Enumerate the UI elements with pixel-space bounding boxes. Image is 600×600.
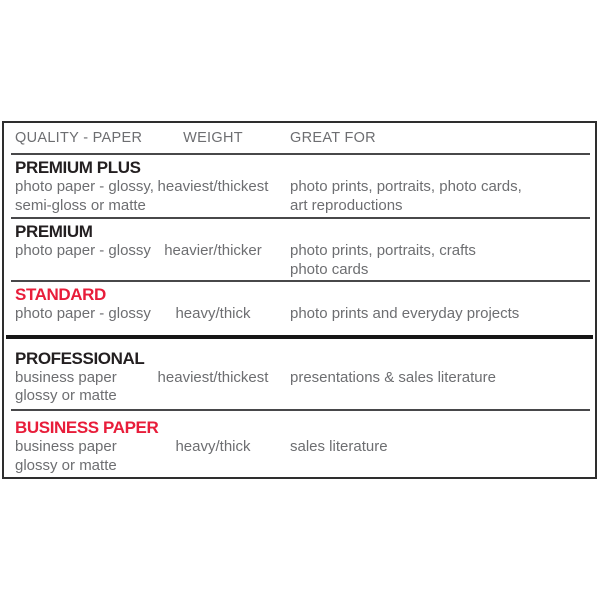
quality-cell xyxy=(15,418,159,476)
quality-title: PROFESSIONAL xyxy=(15,348,145,368)
great-for-line: sales literature xyxy=(290,438,388,455)
table-header-row xyxy=(4,123,595,153)
quality-cell xyxy=(15,284,151,335)
quality-cell xyxy=(15,158,154,217)
great-for-line: photo cards xyxy=(290,260,369,278)
weight-value: heaviest/thickest xyxy=(157,368,269,386)
weight-cell xyxy=(148,418,278,476)
weight-value: heavier/thicker xyxy=(164,242,262,259)
table-row-business-paper xyxy=(4,411,595,476)
header-great-for: GREAT FOR xyxy=(290,130,376,146)
table-row-standard xyxy=(4,282,595,335)
paper-description-line: business paper xyxy=(15,438,117,455)
paper-description-line: photo paper - glossy xyxy=(15,304,151,322)
weight-cell xyxy=(148,285,278,335)
table-row-professional xyxy=(4,339,595,410)
paper-description-line: glossy or matte xyxy=(15,456,117,474)
great-for-cell xyxy=(278,285,589,335)
great-for-cell xyxy=(278,418,589,476)
great-for-cell xyxy=(278,349,589,410)
header-weight: WEIGHT xyxy=(183,130,243,146)
quality-title: PREMIUM xyxy=(15,222,93,241)
paper-description-line: photo paper - glossy xyxy=(15,242,151,259)
weight-value: heavy/thick xyxy=(175,304,251,322)
great-for-cell xyxy=(278,222,589,280)
paper-description-line: glossy or matte xyxy=(15,387,117,404)
paper-description-line: semi-gloss or matte xyxy=(15,196,146,214)
table-row-premium-plus xyxy=(4,155,595,217)
quality-cell xyxy=(15,349,148,410)
weight-cell xyxy=(148,349,278,410)
weight-value: heaviest/thickest xyxy=(157,178,269,195)
weight-cell xyxy=(148,222,278,280)
great-for-line: photo prints, portraits, photo cards, xyxy=(290,178,522,195)
weight-value: heavy/thick xyxy=(175,438,251,455)
paper-description-line: business paper xyxy=(15,368,117,386)
table-row-premium xyxy=(4,219,595,280)
paper-description-line: photo paper - glossy, xyxy=(15,178,154,195)
quality-title: BUSINESS PAPER xyxy=(15,418,159,437)
paper-quality-table xyxy=(2,121,597,479)
great-for-line: photo prints, portraits, crafts xyxy=(290,242,476,259)
quality-title: PREMIUM PLUS xyxy=(15,158,141,177)
great-for-line: presentations & sales literature xyxy=(290,368,496,386)
great-for-line: art reproductions xyxy=(290,196,403,214)
great-for-cell xyxy=(278,158,589,217)
quality-cell xyxy=(15,222,151,280)
great-for-line: photo prints and everyday projects xyxy=(290,304,520,322)
weight-cell xyxy=(148,158,278,217)
quality-title: STANDARD xyxy=(15,284,106,304)
header-quality-paper: QUALITY - PAPER xyxy=(15,130,143,146)
